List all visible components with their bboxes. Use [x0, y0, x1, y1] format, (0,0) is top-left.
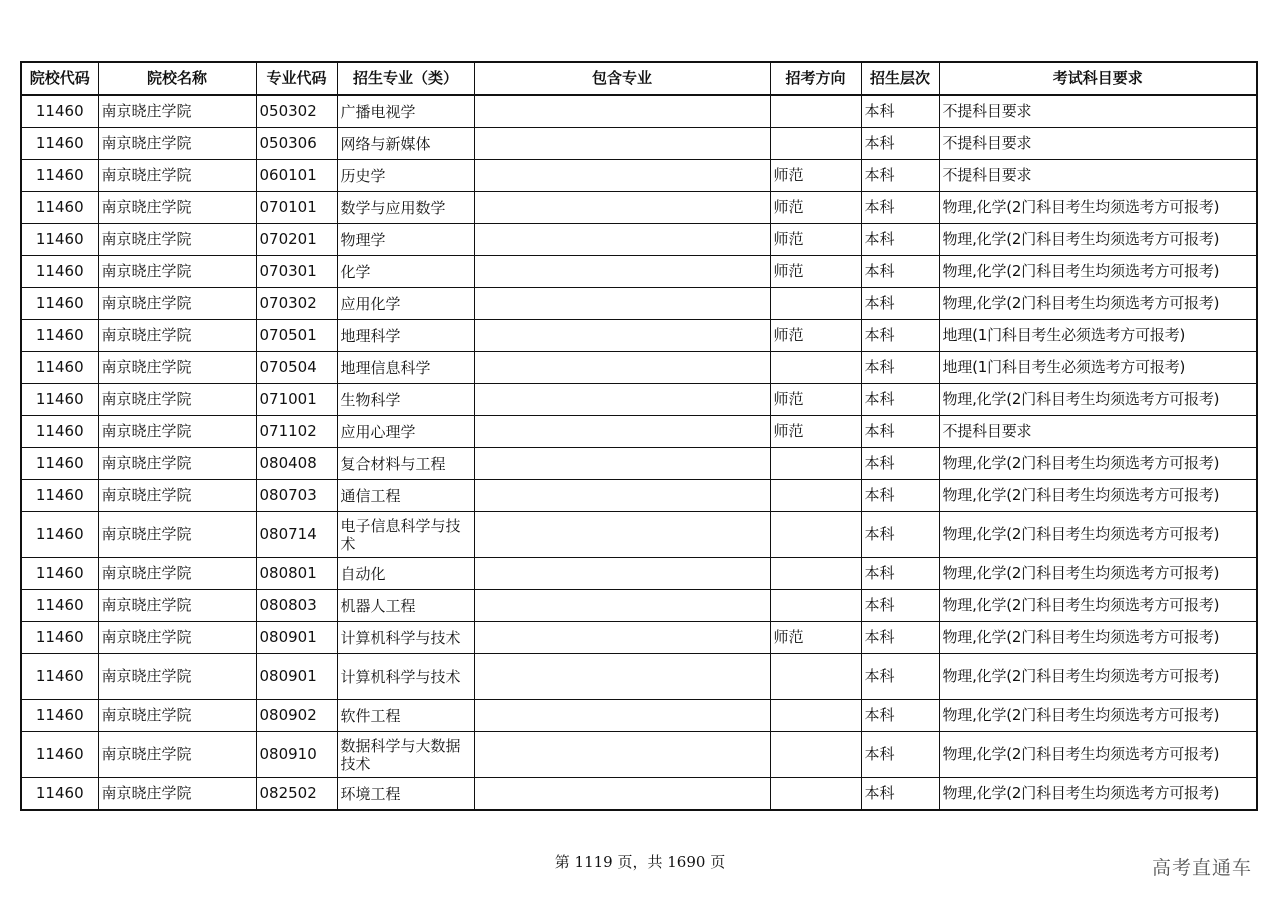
cell-level: 本科 [861, 224, 939, 256]
cell-major: 地理信息科学 [337, 352, 474, 384]
cell-subject-requirement: 物理,化学(2门科目考生均须选考方可报考) [939, 192, 1257, 224]
cell-school-code: 11460 [21, 732, 98, 778]
table-header-row [21, 62, 1257, 95]
cell-school-code: 11460 [21, 558, 98, 590]
page-number-footer: 第 1119 页，共 1690 页 [554, 853, 726, 871]
cell-school-code: 11460 [21, 512, 98, 558]
cell-level: 本科 [861, 288, 939, 320]
cell-level: 本科 [861, 160, 939, 192]
cell-subject-requirement: 物理,化学(2门科目考生均须选考方可报考) [939, 448, 1257, 480]
cell-included-majors [474, 95, 770, 128]
cell-school-code: 11460 [21, 778, 98, 811]
cell-included-majors [474, 192, 770, 224]
table-row [21, 700, 1257, 732]
cell-major-code: 060101 [256, 160, 337, 192]
cell-major: 数学与应用数学 [337, 192, 474, 224]
header-school-code: 院校代码 [21, 62, 98, 95]
table-row [21, 480, 1257, 512]
cell-subject-requirement: 不提科目要求 [939, 128, 1257, 160]
cell-major: 通信工程 [337, 480, 474, 512]
cell-major: 数据科学与大数据技术 [337, 732, 474, 778]
cell-major: 应用化学 [337, 288, 474, 320]
cell-school-name: 南京晓庄学院 [98, 384, 256, 416]
cell-school-name: 南京晓庄学院 [98, 448, 256, 480]
cell-subject-requirement: 物理,化学(2门科目考生均须选考方可报考) [939, 778, 1257, 811]
table-row [21, 320, 1257, 352]
cell-major-code: 070504 [256, 352, 337, 384]
cell-direction: 师范 [770, 320, 861, 352]
table-row [21, 352, 1257, 384]
admissions-table [20, 61, 1258, 811]
cell-major: 软件工程 [337, 700, 474, 732]
cell-subject-requirement: 物理,化学(2门科目考生均须选考方可报考) [939, 732, 1257, 778]
cell-major-code: 070301 [256, 256, 337, 288]
cell-included-majors [474, 622, 770, 654]
table-row [21, 256, 1257, 288]
cell-direction [770, 512, 861, 558]
cell-direction [770, 732, 861, 778]
cell-school-name: 南京晓庄学院 [98, 558, 256, 590]
cell-level: 本科 [861, 622, 939, 654]
header-major-code: 专业代码 [256, 62, 337, 95]
table-row [21, 732, 1257, 778]
table-row [21, 384, 1257, 416]
cell-level: 本科 [861, 732, 939, 778]
cell-school-code: 11460 [21, 700, 98, 732]
cell-school-code: 11460 [21, 256, 98, 288]
table-row [21, 622, 1257, 654]
cell-level: 本科 [861, 256, 939, 288]
cell-subject-requirement: 不提科目要求 [939, 160, 1257, 192]
cell-level: 本科 [861, 778, 939, 811]
table-row [21, 654, 1257, 700]
cell-school-name: 南京晓庄学院 [98, 224, 256, 256]
table-row [21, 95, 1257, 128]
cell-school-name: 南京晓庄学院 [98, 95, 256, 128]
cell-direction [770, 352, 861, 384]
cell-direction [770, 95, 861, 128]
cell-included-majors [474, 732, 770, 778]
table-row [21, 192, 1257, 224]
cell-school-name: 南京晓庄学院 [98, 288, 256, 320]
cell-school-code: 11460 [21, 416, 98, 448]
cell-included-majors [474, 160, 770, 192]
cell-subject-requirement: 物理,化学(2门科目考生均须选考方可报考) [939, 512, 1257, 558]
cell-school-code: 11460 [21, 128, 98, 160]
cell-major-code: 071102 [256, 416, 337, 448]
cell-school-name: 南京晓庄学院 [98, 622, 256, 654]
cell-school-code: 11460 [21, 224, 98, 256]
cell-major-code: 082502 [256, 778, 337, 811]
cell-school-code: 11460 [21, 590, 98, 622]
table-row [21, 224, 1257, 256]
table-body [21, 95, 1257, 810]
table-row [21, 558, 1257, 590]
cell-school-code: 11460 [21, 95, 98, 128]
cell-subject-requirement: 物理,化学(2门科目考生均须选考方可报考) [939, 224, 1257, 256]
table-row [21, 160, 1257, 192]
cell-level: 本科 [861, 416, 939, 448]
cell-major: 复合材料与工程 [337, 448, 474, 480]
cell-direction: 师范 [770, 384, 861, 416]
cell-included-majors [474, 224, 770, 256]
cell-level: 本科 [861, 352, 939, 384]
cell-level: 本科 [861, 480, 939, 512]
cell-included-majors [474, 700, 770, 732]
cell-school-name: 南京晓庄学院 [98, 128, 256, 160]
cell-major: 物理学 [337, 224, 474, 256]
table-row [21, 416, 1257, 448]
cell-included-majors [474, 320, 770, 352]
table-row [21, 288, 1257, 320]
cell-direction [770, 288, 861, 320]
cell-level: 本科 [861, 590, 939, 622]
header-major: 招生专业（类） [337, 62, 474, 95]
cell-major-code: 080803 [256, 590, 337, 622]
cell-included-majors [474, 384, 770, 416]
cell-included-majors [474, 558, 770, 590]
cell-subject-requirement: 地理(1门科目考生必须选考方可报考) [939, 352, 1257, 384]
cell-subject-requirement: 物理,化学(2门科目考生均须选考方可报考) [939, 480, 1257, 512]
cell-major-code: 071001 [256, 384, 337, 416]
cell-direction: 师范 [770, 416, 861, 448]
cell-school-code: 11460 [21, 654, 98, 700]
table-row [21, 590, 1257, 622]
header-included-majors: 包含专业 [474, 62, 770, 95]
cell-subject-requirement: 不提科目要求 [939, 416, 1257, 448]
cell-direction [770, 700, 861, 732]
header-direction: 招考方向 [770, 62, 861, 95]
cell-major: 地理科学 [337, 320, 474, 352]
header-level: 招生层次 [861, 62, 939, 95]
cell-major-code: 070201 [256, 224, 337, 256]
cell-school-name: 南京晓庄学院 [98, 192, 256, 224]
cell-school-name: 南京晓庄学院 [98, 654, 256, 700]
cell-direction [770, 778, 861, 811]
cell-school-code: 11460 [21, 192, 98, 224]
cell-major-code: 070501 [256, 320, 337, 352]
cell-major-code: 080902 [256, 700, 337, 732]
cell-school-code: 11460 [21, 384, 98, 416]
cell-school-code: 11460 [21, 288, 98, 320]
cell-level: 本科 [861, 192, 939, 224]
cell-included-majors [474, 416, 770, 448]
cell-school-name: 南京晓庄学院 [98, 352, 256, 384]
cell-school-code: 11460 [21, 352, 98, 384]
cell-major: 计算机科学与技术 [337, 654, 474, 700]
cell-included-majors [474, 352, 770, 384]
cell-direction: 师范 [770, 160, 861, 192]
table-row [21, 512, 1257, 558]
cell-level: 本科 [861, 320, 939, 352]
cell-direction [770, 558, 861, 590]
cell-major: 计算机科学与技术 [337, 622, 474, 654]
watermark-logo-text: 高考直通车 [1151, 857, 1252, 879]
cell-direction: 师范 [770, 256, 861, 288]
cell-school-name: 南京晓庄学院 [98, 732, 256, 778]
cell-major: 自动化 [337, 558, 474, 590]
header-subject-requirement: 考试科目要求 [939, 62, 1257, 95]
cell-major: 历史学 [337, 160, 474, 192]
cell-major: 生物科学 [337, 384, 474, 416]
cell-school-name: 南京晓庄学院 [98, 512, 256, 558]
table-row [21, 448, 1257, 480]
cell-major-code: 080901 [256, 622, 337, 654]
cell-included-majors [474, 448, 770, 480]
cell-subject-requirement: 物理,化学(2门科目考生均须选考方可报考) [939, 558, 1257, 590]
cell-school-name: 南京晓庄学院 [98, 320, 256, 352]
cell-major-code: 070101 [256, 192, 337, 224]
cell-major-code: 080714 [256, 512, 337, 558]
cell-direction: 师范 [770, 224, 861, 256]
cell-level: 本科 [861, 95, 939, 128]
cell-included-majors [474, 778, 770, 811]
cell-major: 电子信息科学与技术 [337, 512, 474, 558]
cell-school-name: 南京晓庄学院 [98, 256, 256, 288]
cell-school-name: 南京晓庄学院 [98, 778, 256, 811]
cell-level: 本科 [861, 700, 939, 732]
cell-major: 机器人工程 [337, 590, 474, 622]
cell-school-code: 11460 [21, 480, 98, 512]
cell-major-code: 080408 [256, 448, 337, 480]
cell-school-code: 11460 [21, 160, 98, 192]
cell-major-code: 080801 [256, 558, 337, 590]
cell-major-code: 080910 [256, 732, 337, 778]
cell-direction [770, 590, 861, 622]
cell-subject-requirement: 不提科目要求 [939, 95, 1257, 128]
admissions-table-sheet [20, 61, 1256, 811]
cell-included-majors [474, 590, 770, 622]
header-school-name: 院校名称 [98, 62, 256, 95]
cell-included-majors [474, 288, 770, 320]
cell-direction [770, 480, 861, 512]
cell-major-code: 070302 [256, 288, 337, 320]
cell-subject-requirement: 地理(1门科目考生必须选考方可报考) [939, 320, 1257, 352]
cell-school-name: 南京晓庄学院 [98, 160, 256, 192]
cell-major: 环境工程 [337, 778, 474, 811]
cell-direction: 师范 [770, 192, 861, 224]
cell-direction [770, 448, 861, 480]
cell-level: 本科 [861, 448, 939, 480]
cell-major: 广播电视学 [337, 95, 474, 128]
cell-level: 本科 [861, 558, 939, 590]
cell-school-name: 南京晓庄学院 [98, 590, 256, 622]
cell-level: 本科 [861, 512, 939, 558]
cell-direction [770, 654, 861, 700]
cell-major-code: 050302 [256, 95, 337, 128]
cell-major-code: 080901 [256, 654, 337, 700]
table-row [21, 128, 1257, 160]
cell-subject-requirement: 物理,化学(2门科目考生均须选考方可报考) [939, 700, 1257, 732]
cell-subject-requirement: 物理,化学(2门科目考生均须选考方可报考) [939, 622, 1257, 654]
cell-included-majors [474, 512, 770, 558]
cell-school-code: 11460 [21, 320, 98, 352]
cell-included-majors [474, 256, 770, 288]
cell-level: 本科 [861, 384, 939, 416]
cell-school-code: 11460 [21, 448, 98, 480]
cell-major: 网络与新媒体 [337, 128, 474, 160]
cell-included-majors [474, 480, 770, 512]
cell-included-majors [474, 128, 770, 160]
cell-included-majors [474, 654, 770, 700]
cell-level: 本科 [861, 128, 939, 160]
cell-major-code: 050306 [256, 128, 337, 160]
cell-subject-requirement: 物理,化学(2门科目考生均须选考方可报考) [939, 654, 1257, 700]
cell-major: 应用心理学 [337, 416, 474, 448]
cell-major: 化学 [337, 256, 474, 288]
cell-direction: 师范 [770, 622, 861, 654]
cell-major-code: 080703 [256, 480, 337, 512]
cell-subject-requirement: 物理,化学(2门科目考生均须选考方可报考) [939, 288, 1257, 320]
cell-level: 本科 [861, 654, 939, 700]
cell-subject-requirement: 物理,化学(2门科目考生均须选考方可报考) [939, 590, 1257, 622]
cell-school-code: 11460 [21, 622, 98, 654]
cell-subject-requirement: 物理,化学(2门科目考生均须选考方可报考) [939, 384, 1257, 416]
cell-direction [770, 128, 861, 160]
cell-school-name: 南京晓庄学院 [98, 480, 256, 512]
table-row [21, 778, 1257, 811]
cell-school-name: 南京晓庄学院 [98, 700, 256, 732]
cell-subject-requirement: 物理,化学(2门科目考生均须选考方可报考) [939, 256, 1257, 288]
cell-school-name: 南京晓庄学院 [98, 416, 256, 448]
